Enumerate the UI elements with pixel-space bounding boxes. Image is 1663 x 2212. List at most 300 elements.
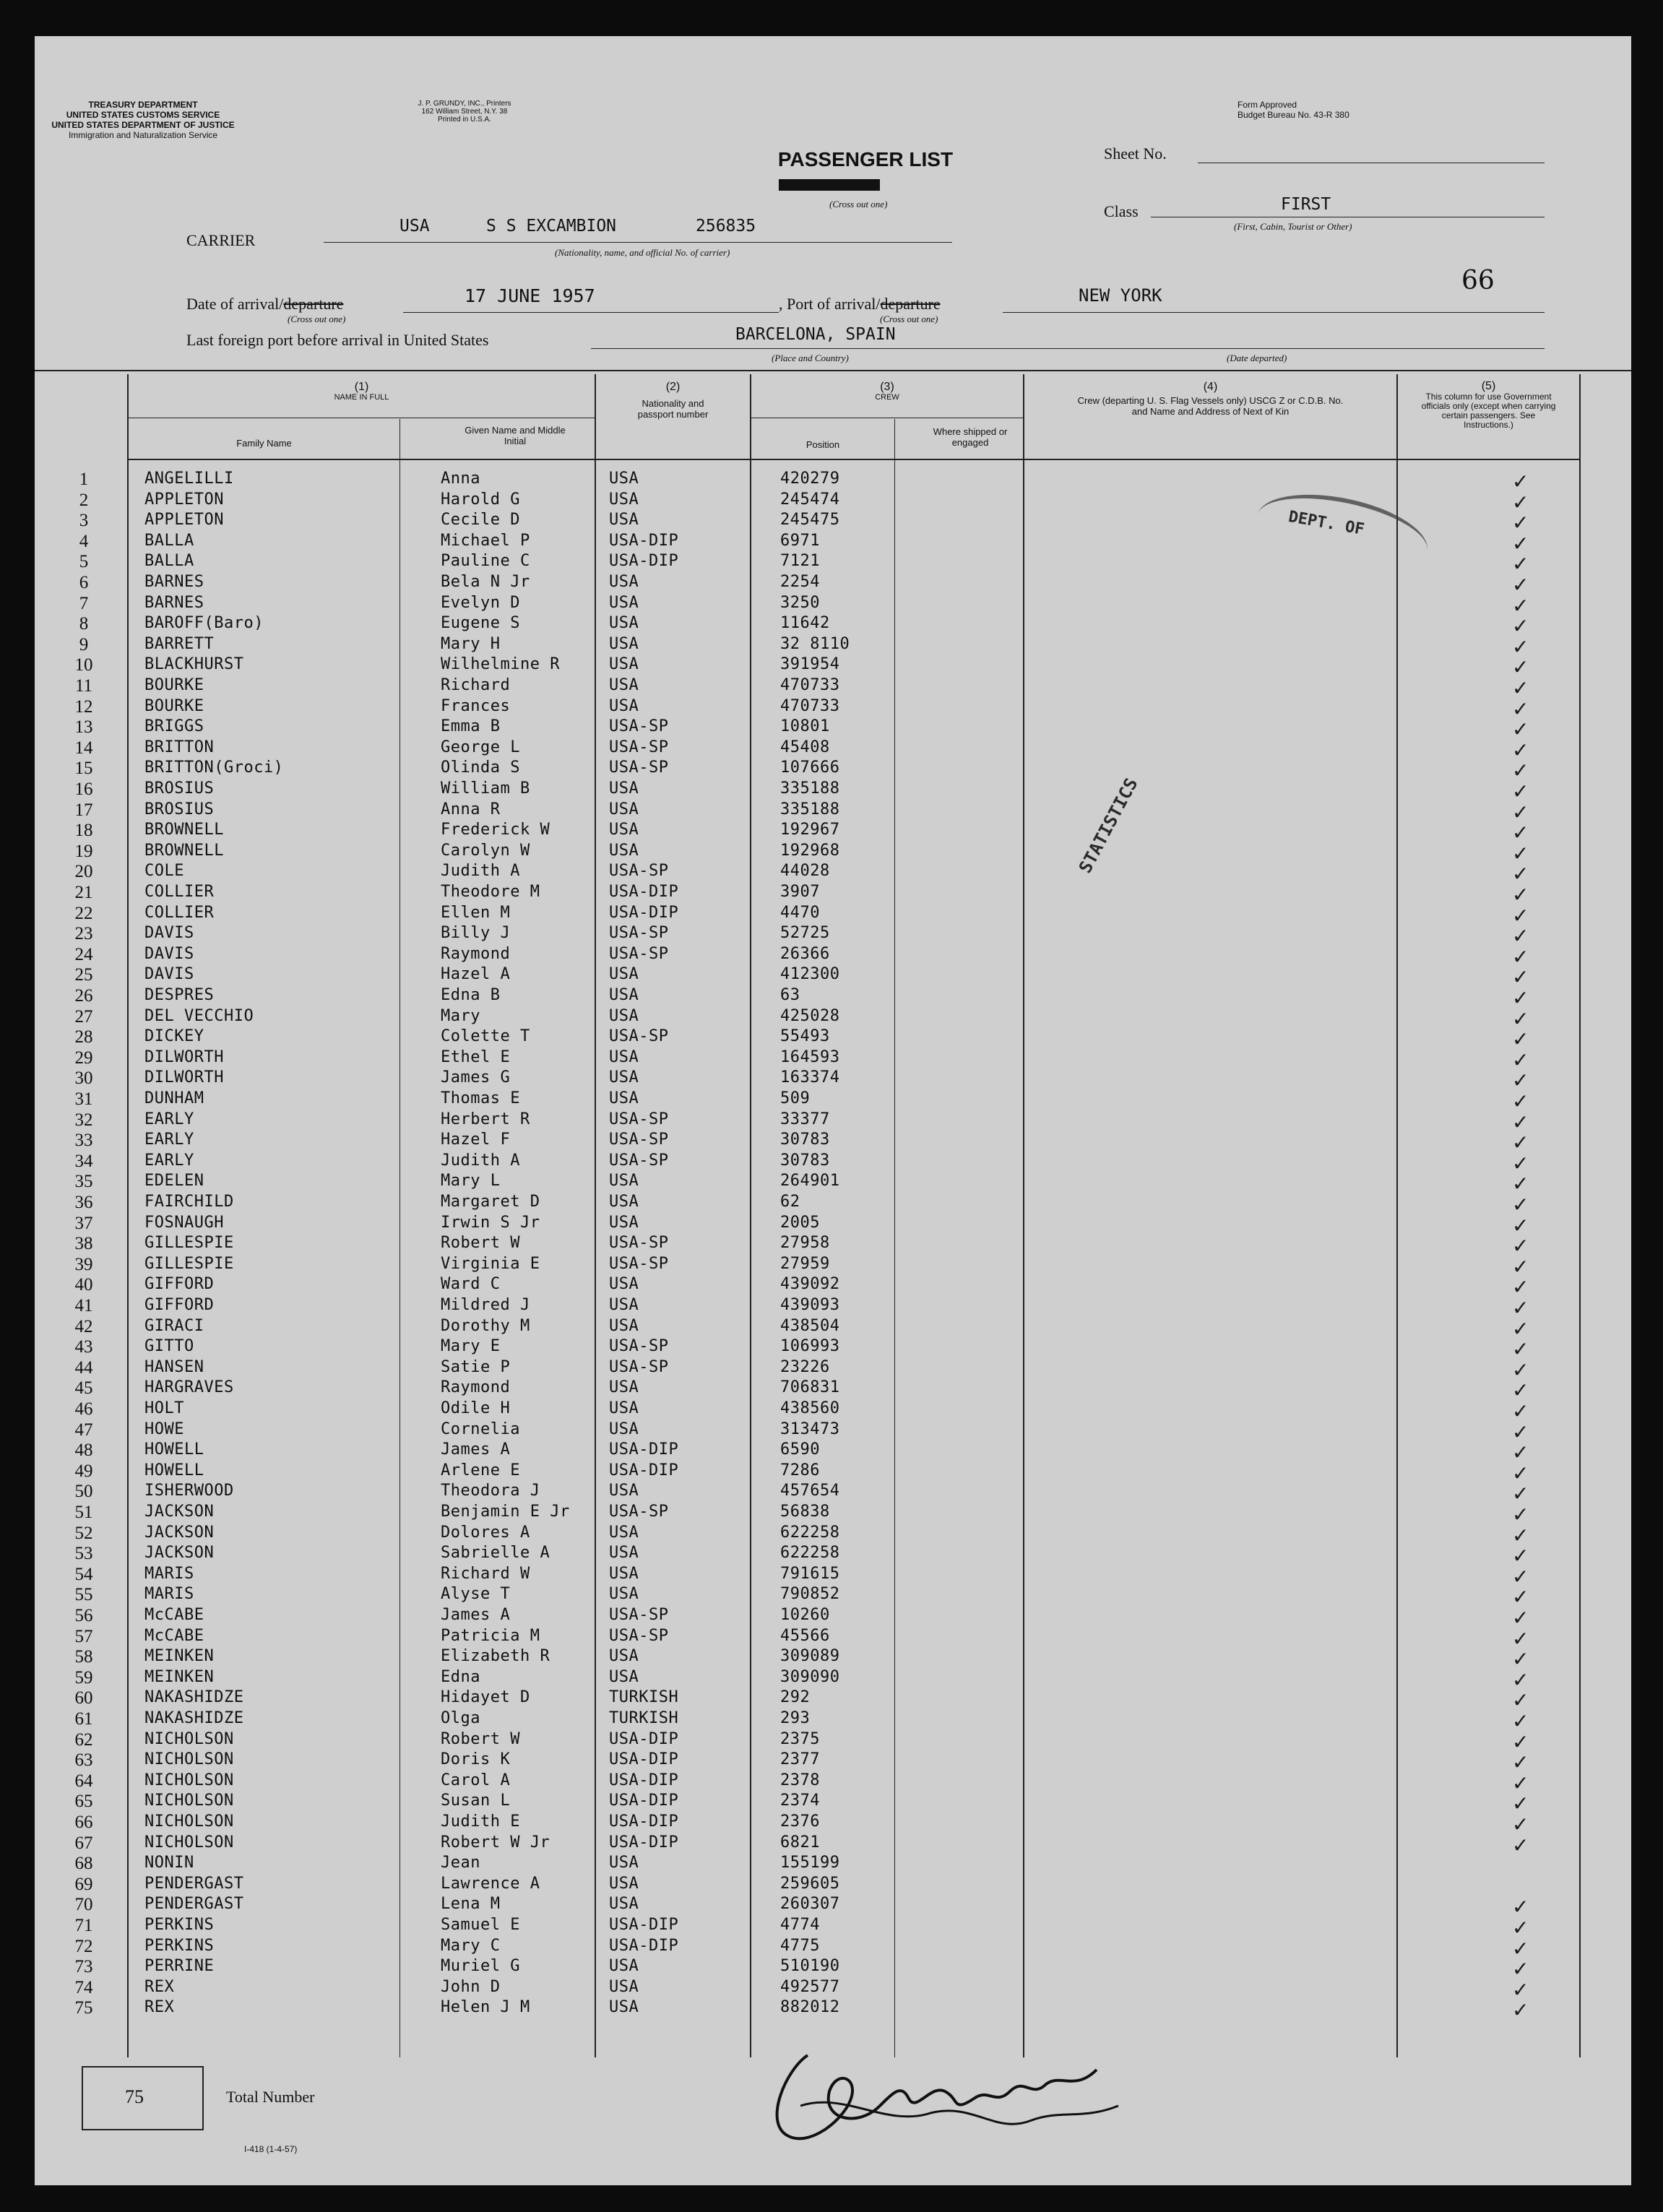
nationality: USA-SP	[609, 1254, 669, 1273]
given-name: Anna R	[441, 800, 501, 818]
nationality: USA	[609, 800, 639, 818]
row-number: 43	[74, 1337, 93, 1357]
position: 882012	[780, 1998, 840, 2017]
date-struck-text: departure	[283, 295, 344, 313]
row-number: 53	[74, 1544, 93, 1564]
family-name: FAIRCHILD	[144, 1193, 234, 1211]
official-check-mark: ✓	[1512, 903, 1529, 928]
family-name: NICHOLSON	[144, 1813, 234, 1831]
nationality: TURKISH	[609, 1709, 679, 1727]
position: 23226	[780, 1357, 830, 1376]
family-name: COLLIER	[144, 883, 215, 901]
family-name: HARGRAVES	[144, 1378, 234, 1397]
col5-number: (5)	[1481, 380, 1496, 392]
position: 438504	[780, 1316, 840, 1335]
table-row	[35, 1172, 1631, 1196]
official-check-mark: ✓	[1512, 1172, 1529, 1196]
row-number: 48	[74, 1440, 93, 1461]
given-name: Judith E	[441, 1813, 520, 1831]
row-number: 69	[74, 1874, 93, 1894]
table-row	[35, 1523, 1631, 1547]
family-name: MEINKEN	[144, 1667, 215, 1686]
given-name: Harold G	[441, 490, 520, 509]
nationality: USA-SP	[609, 1027, 669, 1046]
family-name: ANGELILLI	[144, 470, 234, 488]
family-name: NICHOLSON	[144, 1833, 234, 1852]
last-port-value: BARCELONA, SPAIN	[735, 325, 896, 344]
official-check-mark: ✓	[1512, 1357, 1529, 1382]
family-name: NICHOLSON	[144, 1750, 234, 1769]
nationality: USA	[609, 696, 639, 715]
official-check-mark: ✓	[1512, 1647, 1529, 1672]
row-number: 28	[74, 1027, 93, 1047]
official-check-mark: ✓	[1512, 1296, 1529, 1320]
given-name: Dorothy M	[441, 1316, 530, 1335]
port-underline	[1003, 312, 1545, 313]
nationality: USA	[609, 1957, 639, 1976]
table-row	[35, 883, 1631, 907]
given-name: Raymond	[441, 1378, 511, 1397]
table-row	[35, 1544, 1631, 1568]
nationality: USA	[609, 1068, 639, 1087]
form-title: PASSENGER LIST	[777, 148, 954, 170]
position: 439093	[780, 1296, 840, 1314]
row-number: 66	[74, 1813, 93, 1832]
nationality: USA-SP	[609, 759, 669, 777]
family-name: NONIN	[144, 1854, 194, 1872]
given-name: Alyse T	[441, 1585, 511, 1604]
position: 4775	[780, 1936, 820, 1955]
row-number: 54	[74, 1564, 93, 1584]
official-check-mark: ✓	[1512, 573, 1529, 597]
family-name: DEL VECCHIO	[144, 1006, 254, 1025]
position: 32 8110	[780, 634, 850, 653]
family-name: EARLY	[144, 1131, 194, 1149]
nationality: USA	[609, 614, 639, 633]
signature	[757, 2041, 1133, 2156]
row-number: 52	[74, 1523, 93, 1543]
nationality: USA-DIP	[609, 1750, 679, 1769]
official-check-mark: ✓	[1512, 1813, 1529, 1836]
official-check-mark: ✓	[1512, 1626, 1529, 1651]
row-number: 71	[74, 1916, 93, 1935]
official-check-mark: ✓	[1512, 1503, 1529, 1526]
port-struck-text: departure	[880, 295, 941, 313]
table-row	[35, 1626, 1631, 1651]
row-number: 24	[74, 944, 93, 964]
official-check-mark: ✓	[1512, 1337, 1529, 1362]
nationality: USA	[609, 965, 639, 984]
row-number: 23	[74, 924, 93, 944]
table-row	[35, 1357, 1631, 1382]
official-check-mark: ✓	[1512, 1047, 1529, 1072]
family-name: NICHOLSON	[144, 1771, 234, 1789]
family-name: BLACKHURST	[144, 655, 244, 674]
given-name: James G	[441, 1068, 511, 1087]
nationality: USA-DIP	[609, 1833, 679, 1852]
row-number: 13	[74, 717, 93, 738]
official-check-mark: ✓	[1512, 1606, 1529, 1630]
family-name: NAKASHIDZE	[144, 1709, 244, 1727]
row-number: 64	[74, 1771, 93, 1791]
family-name: HANSEN	[144, 1357, 204, 1376]
family-name: REX	[144, 1998, 175, 2017]
family-name: COLE	[144, 862, 184, 881]
official-check-mark: ✓	[1512, 1957, 1529, 1982]
row-number: 36	[74, 1193, 93, 1212]
official-check-mark: ✓	[1512, 1440, 1529, 1465]
position: 52725	[780, 924, 830, 943]
table-row	[35, 862, 1631, 886]
position: 2377	[780, 1750, 820, 1769]
position: 62	[780, 1193, 800, 1211]
position: 245475	[780, 511, 840, 530]
row-number: 6	[79, 573, 89, 592]
row-number: 39	[74, 1254, 93, 1274]
table-row	[35, 593, 1631, 618]
row-number: 20	[74, 862, 93, 882]
row-number: 21	[74, 883, 93, 902]
row-number: 5	[79, 552, 89, 572]
official-check-mark: ✓	[1512, 717, 1529, 742]
col2-label: Nationality and passport number	[637, 398, 709, 420]
family-name: APPLETON	[144, 490, 224, 509]
position: 27959	[780, 1254, 830, 1273]
col5-label: This column for use Government officials only (except when carrying certain passengers. See Instructions.)	[1421, 392, 1556, 430]
port-label-text: , Port of arrival/	[779, 295, 881, 313]
given-name: Samuel E	[441, 1916, 520, 1934]
position: 4470	[780, 903, 820, 922]
given-name: Edna	[441, 1667, 480, 1686]
official-check-mark: ✓	[1512, 1729, 1529, 1754]
given-name: Mary	[441, 1006, 480, 1025]
given-name: Hazel A	[441, 965, 511, 984]
table-row	[35, 1709, 1631, 1733]
official-check-mark: ✓	[1512, 1709, 1529, 1733]
row-number: 67	[74, 1833, 93, 1853]
official-check-mark: ✓	[1512, 862, 1529, 886]
row-number: 33	[74, 1131, 93, 1151]
class-caption: (First, Cabin, Tourist or Other)	[1234, 221, 1352, 232]
printer-line: Printed in U.S.A.	[438, 116, 491, 124]
table-row	[35, 800, 1631, 824]
last-port-underline	[591, 348, 1082, 349]
row-number: 55	[74, 1585, 93, 1605]
table-row	[35, 1998, 1631, 2023]
date-label	[186, 295, 343, 314]
given-name: Benjamin E Jr	[441, 1503, 570, 1521]
position: 26366	[780, 944, 830, 963]
form-approved-block	[1237, 100, 1425, 120]
position: 6590	[780, 1440, 820, 1459]
official-check-mark: ✓	[1512, 1895, 1529, 1919]
official-check-mark: ✓	[1512, 1482, 1529, 1506]
printer-line: 162 William Street, N.Y. 38	[421, 108, 508, 116]
official-check-mark: ✓	[1512, 965, 1529, 990]
position-header: Position	[805, 439, 840, 450]
total-value: 75	[125, 2086, 144, 2107]
official-check-mark: ✓	[1512, 1399, 1529, 1423]
official-check-mark: ✓	[1512, 676, 1529, 700]
given-name: Mary L	[441, 1172, 501, 1191]
row-number: 31	[74, 1089, 93, 1109]
nationality: USA-DIP	[609, 531, 679, 550]
given-name: Colette T	[441, 1027, 530, 1046]
official-check-mark: ✓	[1512, 1027, 1529, 1052]
nationality: USA	[609, 1998, 639, 2017]
table-row	[35, 1254, 1631, 1279]
given-name: John D	[441, 1977, 501, 1996]
row-number: 18	[74, 821, 93, 841]
position: 245474	[780, 490, 840, 509]
given-name: Patricia M	[441, 1626, 540, 1645]
table-row	[35, 1110, 1631, 1134]
table-row	[35, 903, 1631, 928]
position: 11642	[780, 614, 830, 633]
table-row	[35, 1399, 1631, 1423]
official-check-mark: ✓	[1512, 1461, 1529, 1485]
family-name: PERKINS	[144, 1936, 215, 1955]
table-top-rule	[35, 370, 1631, 371]
nationality: USA-DIP	[609, 1936, 679, 1955]
position: 2005	[780, 1213, 820, 1232]
nationality: USA	[609, 1523, 639, 1542]
table-row	[35, 1068, 1631, 1093]
table-row	[35, 1667, 1631, 1692]
given-name: Wilhelmine R	[441, 655, 560, 674]
nationality: USA-SP	[609, 1626, 669, 1645]
position: 107666	[780, 759, 840, 777]
position: 55493	[780, 1027, 830, 1046]
date-departed-caption: (Date departed)	[1227, 353, 1287, 363]
position: 420279	[780, 470, 840, 488]
family-name: McCABE	[144, 1626, 204, 1645]
table-row	[35, 1420, 1631, 1444]
nationality: USA	[609, 470, 639, 488]
given-name: Theodora J	[441, 1482, 540, 1500]
given-name: Mildred J	[441, 1296, 530, 1314]
position: 2374	[780, 1792, 820, 1810]
family-name: EDELEN	[144, 1172, 204, 1191]
place-caption: (Place and Country)	[772, 353, 849, 363]
given-name: George L	[441, 738, 520, 756]
position: 335188	[780, 779, 840, 798]
family-name: DESPRES	[144, 986, 215, 1004]
row-number: 27	[74, 1006, 93, 1027]
table-row	[35, 1296, 1631, 1320]
family-name: NICHOLSON	[144, 1729, 234, 1748]
family-name: GILLESPIE	[144, 1254, 234, 1273]
given-name: Theodore M	[441, 883, 540, 901]
family-name: BROWNELL	[144, 821, 224, 839]
printer-block	[389, 100, 540, 124]
row-number: 41	[74, 1296, 93, 1315]
row-number: 50	[74, 1482, 93, 1502]
table-row	[35, 1792, 1631, 1816]
nationality: USA	[609, 1193, 639, 1211]
official-check-mark: ✓	[1512, 1792, 1529, 1816]
given-name: Ward C	[441, 1275, 501, 1294]
official-check-mark: ✓	[1512, 1544, 1529, 1568]
official-check-mark: ✓	[1512, 738, 1529, 762]
nationality: USA	[609, 490, 639, 509]
given-name: Virginia E	[441, 1254, 540, 1273]
official-check-mark: ✓	[1512, 1688, 1529, 1713]
family-name: GITTO	[144, 1337, 194, 1356]
given-name: Judith A	[441, 1151, 520, 1170]
nationality: USA	[609, 1172, 639, 1191]
position: 3907	[780, 883, 820, 901]
row-number: 47	[74, 1420, 93, 1440]
family-name: PENDERGAST	[144, 1874, 244, 1893]
nationality: USA	[609, 1378, 639, 1397]
nationality: USA	[609, 1647, 639, 1666]
nationality: USA-SP	[609, 1110, 669, 1128]
given-name: Hazel F	[441, 1131, 511, 1149]
table-row	[35, 1482, 1631, 1506]
family-name: PENDERGAST	[144, 1895, 244, 1914]
position: 33377	[780, 1110, 830, 1128]
nationality: USA	[609, 1213, 639, 1232]
nationality: USA	[609, 511, 639, 530]
family-name: NICHOLSON	[144, 1792, 234, 1810]
row-number: 62	[74, 1729, 93, 1750]
official-check-mark: ✓	[1512, 1378, 1529, 1403]
agency-line: UNITED STATES DEPARTMENT OF JUSTICE	[51, 120, 235, 130]
nationality: TURKISH	[609, 1688, 679, 1707]
family-name: BRITTON(Groci)	[144, 759, 284, 777]
position: 3250	[780, 593, 820, 612]
position: 45566	[780, 1626, 830, 1645]
official-check-mark: ✓	[1512, 800, 1529, 824]
col2-number: (2)	[665, 381, 681, 393]
row-number: 11	[74, 676, 93, 696]
position: 791615	[780, 1564, 840, 1583]
official-check-mark: ✓	[1512, 593, 1529, 618]
position: 2376	[780, 1813, 820, 1831]
family-name: JACKSON	[144, 1503, 215, 1521]
position: 2375	[780, 1729, 820, 1748]
nationality: USA	[609, 1047, 639, 1066]
nationality: USA-SP	[609, 1503, 669, 1521]
shipped-header: Where shipped or engaged	[933, 426, 1008, 448]
position: 622258	[780, 1523, 840, 1542]
position: 438560	[780, 1399, 840, 1417]
official-check-mark: ✓	[1512, 1254, 1529, 1279]
nationality: USA-DIP	[609, 903, 679, 922]
family-name: BRITTON	[144, 738, 215, 756]
given-name: Odile H	[441, 1399, 511, 1417]
table-row	[35, 1440, 1631, 1465]
family-name: PERKINS	[144, 1916, 215, 1934]
given-name: James A	[441, 1440, 511, 1459]
table-row	[35, 1337, 1631, 1362]
class-label: Class	[1104, 202, 1139, 220]
official-check-mark: ✓	[1512, 1151, 1529, 1175]
table-row	[35, 738, 1631, 762]
official-check-mark: ✓	[1512, 1420, 1529, 1444]
date-value: 17 JUNE 1957	[465, 285, 595, 306]
sheet-label: Sheet No.	[1104, 144, 1167, 163]
row-number: 40	[74, 1275, 93, 1295]
table-row	[35, 1977, 1631, 2002]
table-row	[35, 944, 1631, 969]
official-check-mark: ✓	[1512, 1523, 1529, 1547]
given-name: Thomas E	[441, 1089, 520, 1107]
nationality: USA	[609, 1482, 639, 1500]
nationality: USA	[609, 1585, 639, 1604]
family-name: BARRETT	[144, 634, 215, 653]
table-row	[35, 965, 1631, 990]
nationality: USA	[609, 1854, 639, 1872]
printer-line: J. P. GRUNDY, INC., Printers	[418, 100, 511, 108]
family-name: GIFFORD	[144, 1275, 215, 1294]
date-label-text: Date of arrival/	[186, 295, 284, 313]
nationality: USA-SP	[609, 1131, 669, 1149]
official-check-mark: ✓	[1512, 821, 1529, 845]
given-name: Elizabeth R	[441, 1647, 550, 1666]
col3-number: (3)	[880, 381, 894, 393]
nationality: USA	[609, 676, 639, 694]
carrier-label: CARRIER	[186, 231, 256, 249]
given-name: Arlene E	[441, 1461, 520, 1479]
position: 44028	[780, 862, 830, 881]
family-name: BARNES	[144, 573, 204, 591]
nationality: USA	[609, 1316, 639, 1335]
nationality: USA	[609, 841, 639, 860]
table-row	[35, 1193, 1631, 1217]
official-check-mark: ✓	[1512, 1316, 1529, 1341]
given-name: Cornelia	[441, 1420, 520, 1438]
given-name: Lena M	[441, 1895, 501, 1914]
table-row	[35, 1606, 1631, 1630]
row-number: 4	[79, 531, 89, 551]
form-number: I-418 (1-4-57)	[244, 2144, 298, 2154]
family-name: MARIS	[144, 1585, 194, 1604]
row-number: 65	[74, 1792, 93, 1812]
family-name: EARLY	[144, 1110, 194, 1128]
position: 622258	[780, 1544, 840, 1563]
nationality: USA-SP	[609, 738, 669, 756]
table-row	[35, 1089, 1631, 1113]
given-name: Bela N Jr	[441, 573, 530, 591]
total-label: Total Number	[226, 2088, 315, 2106]
position: 2254	[780, 573, 820, 591]
family-name: DAVIS	[144, 944, 194, 963]
nationality: USA	[609, 779, 639, 798]
official-check-mark: ✓	[1512, 696, 1529, 721]
position: 10801	[780, 717, 830, 736]
nationality: USA-DIP	[609, 883, 679, 901]
row-number: 17	[74, 800, 93, 820]
given-name: Lawrence A	[441, 1874, 540, 1893]
official-check-mark: ✓	[1512, 1089, 1529, 1113]
position: 391954	[780, 655, 840, 674]
agency-line: UNITED STATES CUSTOMS SERVICE	[66, 110, 220, 120]
row-number: 3	[79, 511, 89, 531]
given-name: Emma B	[441, 717, 501, 736]
given-name: Cecile D	[441, 511, 520, 530]
table-row	[35, 676, 1631, 700]
date-cross-caption: (Cross out one)	[288, 314, 346, 324]
date-underline	[403, 312, 779, 313]
nationality: USA-SP	[609, 717, 669, 736]
nationality: USA-SP	[609, 862, 669, 881]
given-name: Robert W	[441, 1234, 520, 1253]
agency-line: TREASURY DEPARTMENT	[88, 100, 198, 110]
nationality: USA	[609, 1874, 639, 1893]
row-number: 2	[79, 490, 89, 510]
